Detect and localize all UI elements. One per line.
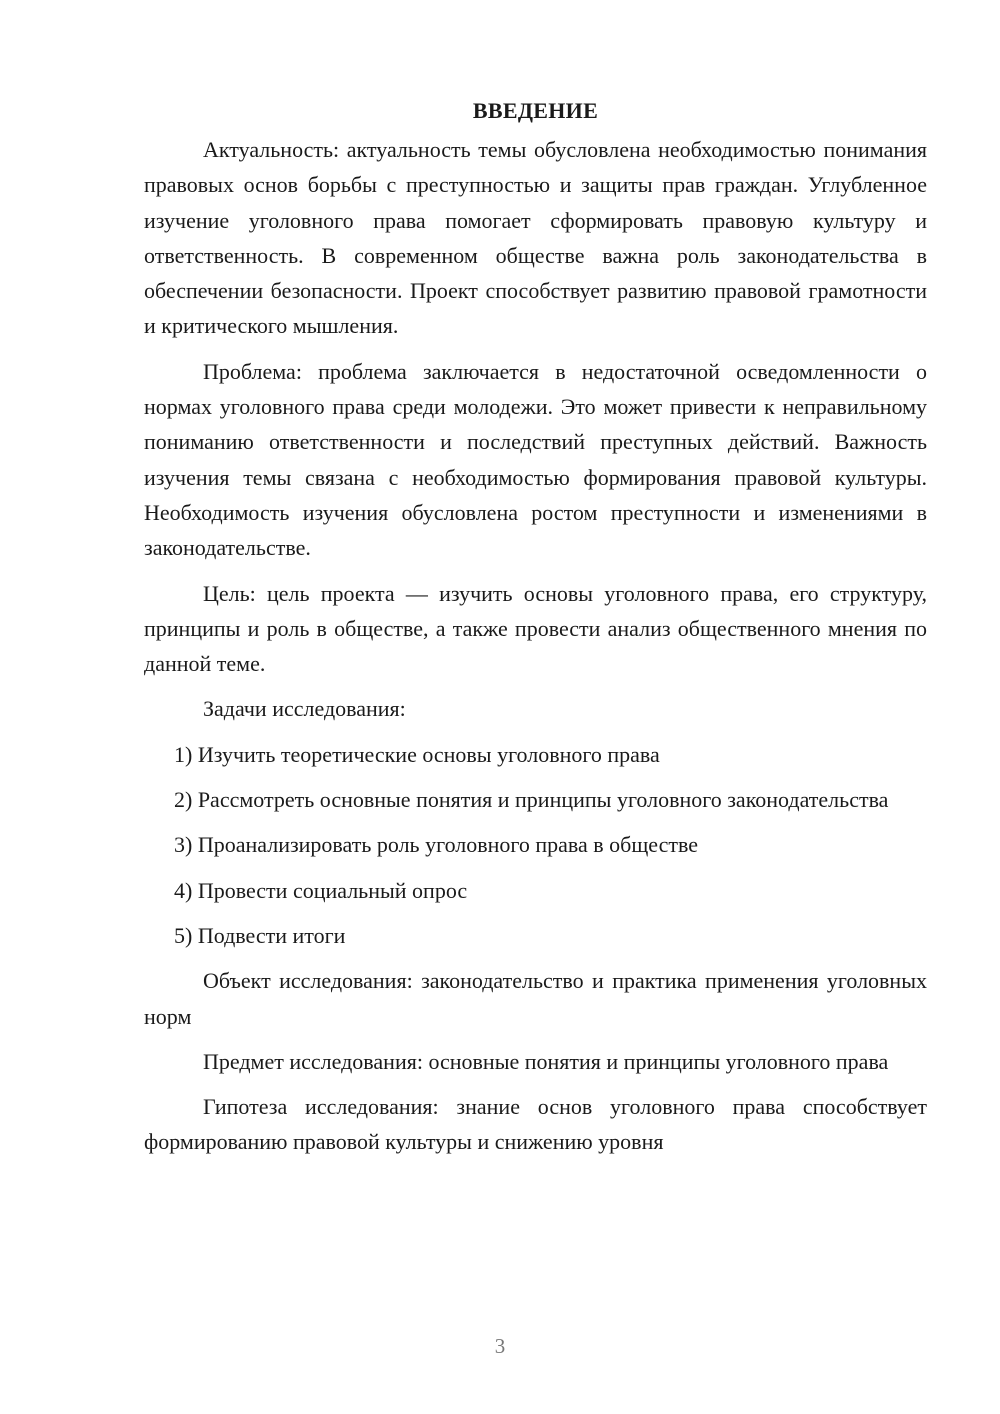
paragraph-relevance: Актуальность: актуальность темы обусловлена необходимостью понимания правовых основ борьбы с преступностью и защиты прав граждан. Углубленное изучение уголовного права помогает сформировать правовую культуру и ответственность. В современном обществе важна роль законодательства в обеспечении безопасности. Проект способствует развитию правовой грамотности и критического мышления. [144,137,927,339]
section-heading: ВВЕДЕНИЕ [472,98,599,123]
tasks-heading: Задачи исследования: [203,696,406,722]
paragraph-subject: Предмет исследования: основные понятия и принципы уголовного права [203,1048,889,1074]
task-item: 1) Изучить теоретические основы уголовного права [174,741,660,767]
paragraph-problem: Проблема: проблема заключается в недостаточной осведомленности о нормах уголовного права среди молодежи. Это может привести к неправильному пониманию ответственности и последствий преступных действий. Важность изучения темы связана с необходимостью формирования правовой культуры. Необходимость изучения обусловлена ростом преступности и изменениями в законодательстве. [144,358,927,561]
task-item: 5) Подвести итоги [174,922,346,948]
task-item: 2) Рассмотреть основные понятия и принципы уголовного законодательства [174,787,889,813]
paragraph-goal: Цель: цель проекта — изучить основы уголовного права, его структуру, принципы и роль в обществе, а также провести анализ общественного мнения по данной теме. [144,580,927,677]
task-item: 4) Провести социальный опрос [174,877,468,903]
paragraph-object: Объект исследования: законодательство и практика применения уголовных норм [144,968,927,1029]
paragraph-hypothesis: Гипотеза исследования: знание основ уголовного права способствует формированию правовой культуры и снижению уровня [144,1094,927,1155]
document-page [144,96,927,1170]
page-number: 3 [494,1334,506,1358]
task-item: 3) Проанализировать роль уголовного права в обществе [174,832,699,858]
